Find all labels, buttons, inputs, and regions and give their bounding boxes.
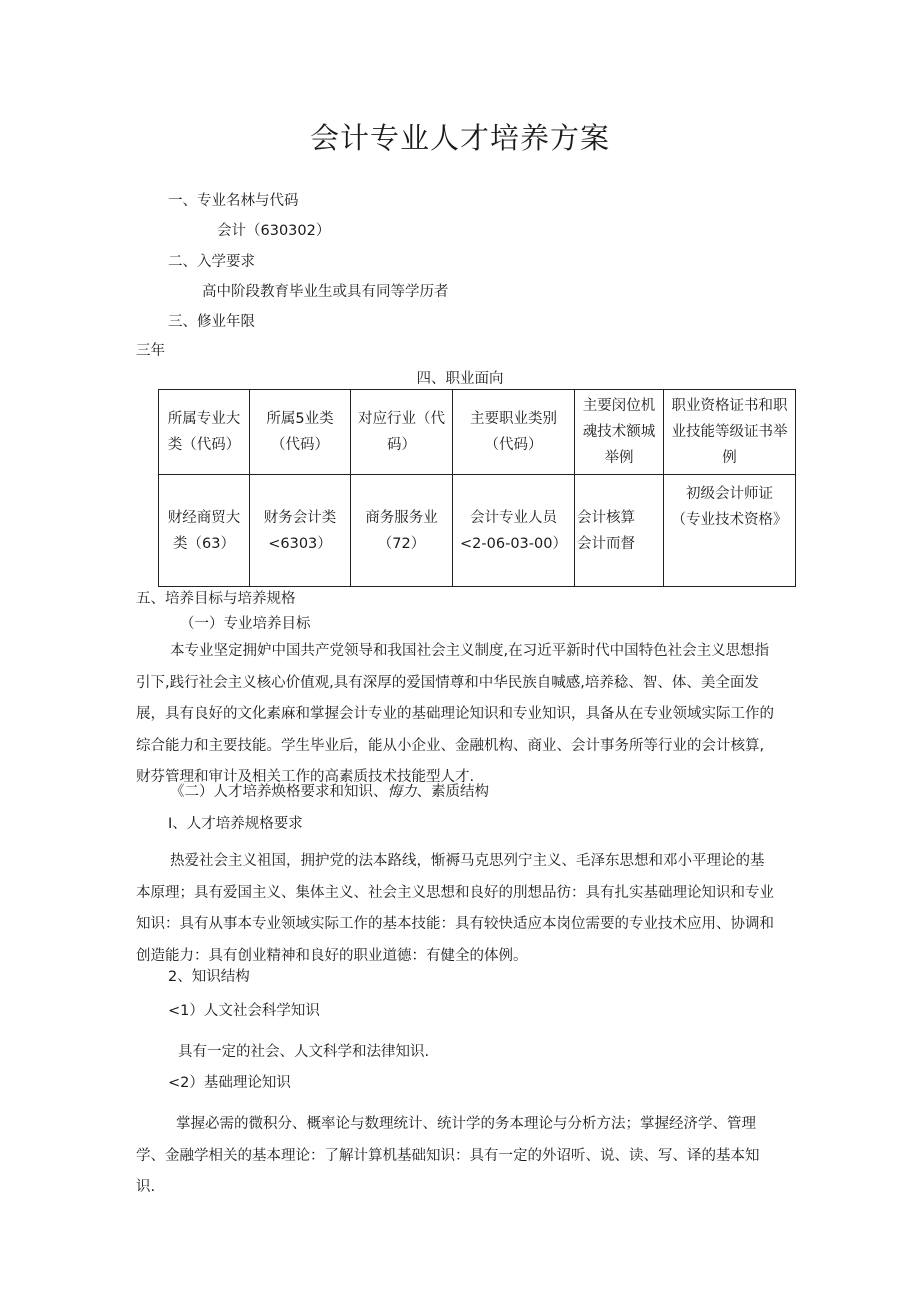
table-row bbox=[159, 475, 796, 587]
paragraph-line: 本原理；具有爱国主义、集体主义、社会主义思想和良好的刖想品彷：具有扎实基础理论知识和专业 bbox=[136, 884, 774, 901]
table-cell: 会计核算 会计而督 bbox=[575, 475, 664, 587]
section-3-heading: 三、修业年限 bbox=[168, 314, 255, 330]
table-cell: 财务会计类 <6303） bbox=[250, 475, 351, 587]
humanities-knowledge-heading: <1）人文社会科学知识 bbox=[168, 1003, 320, 1019]
table-header-row bbox=[159, 390, 796, 475]
table-header-cell: 所属专业大 类（代码） bbox=[159, 390, 250, 475]
basic-theory-heading: <2）基础理论知识 bbox=[168, 1075, 291, 1091]
paragraph-line: 学、金融学相关的基本理论：了解计算机基础知识：具有一定的外诏听、说、读、写、译的基本知 bbox=[136, 1147, 760, 1164]
career-orientation-table bbox=[158, 389, 796, 587]
table-cell: 财经商贸大 类（63） bbox=[159, 475, 250, 587]
table-cell: 会计专业人员 <2-06-03-00） bbox=[453, 475, 575, 587]
paragraph-line: 综合能力和主要技能。学生毕业后，能从小企业、金融机构、商业、会计事务所等行业的会计核算, bbox=[136, 737, 765, 754]
admission-requirement: 高中阶段教育毕业生或具有同等学历者 bbox=[202, 284, 449, 300]
paragraph-line: 本专业坚定拥妒中国共产党领导和我国社会主义制度,在习近平新时代中国特色社会主义思想指 bbox=[170, 643, 770, 659]
paragraph-line: 识. bbox=[136, 1179, 156, 1195]
table-header-cell: 主要职业类别 （代码） bbox=[453, 390, 575, 475]
subsection-1-heading: （一）专业培养目标 bbox=[180, 616, 311, 632]
page-title: 会计专业人才培养方案 bbox=[309, 121, 610, 155]
paragraph-line: 财芬管理和审计及相关工作的高素质技术技能型人才. bbox=[136, 769, 475, 785]
spec-requirements-heading: I、人才培养规格要求 bbox=[168, 816, 303, 832]
section-5-heading: 五、培养目标与培养规格 bbox=[136, 591, 296, 607]
paragraph-line: 热爱社会主义祖国，拥护党的法本路线，惭褥马克思列宁主义、毛泽东思想和邓小平理论的基 bbox=[170, 853, 765, 869]
paragraph-line: 创造能力：具有创业精神和良好的职业道德：有健全的体例。 bbox=[136, 947, 528, 964]
paragraph-line: 引下,践行社会主义核心价值观,具有深厚的爱国情尊和中华民族自喊感,培养稔、智、体、美全面发 bbox=[136, 674, 759, 691]
table-cell: 商务服务业 （72） bbox=[351, 475, 453, 587]
paragraph-line: 展，具有良好的文化素麻和掌握会计专业的基础理论知识和专业知识，具备从在专业领域实际工作的 bbox=[136, 706, 774, 722]
table-header-cell: 主要闵位机 魂技术额城 举例 bbox=[575, 390, 664, 475]
section-4-heading: 四、职业面向 bbox=[416, 371, 504, 387]
table-header-cell: 所属5业类 （代码） bbox=[250, 390, 351, 475]
study-duration: 三年 bbox=[136, 343, 165, 359]
paragraph-line: 掌握必需的微积分、概率论与数理统计、统计学的务本理论与分析方法；掌握经济学、管理 bbox=[176, 1116, 756, 1132]
section-2-heading: 二、入学要求 bbox=[168, 254, 255, 270]
humanities-knowledge-text: 具有一定的社会、人文科学和法律知识. bbox=[178, 1044, 430, 1060]
knowledge-structure-heading: 2、知识结构 bbox=[168, 969, 250, 985]
table-header-cell: 职业资格证书和职 业技能等级证书举 例 bbox=[664, 390, 796, 475]
spec-requirements-paragraph bbox=[136, 846, 796, 972]
major-name-code: 会计（630302） bbox=[217, 223, 331, 239]
table-header-cell: 对应行业（代 码） bbox=[351, 390, 453, 475]
subsection-2-heading: 《二）人才培养焕格要求和知识、悔力、素质结构 bbox=[170, 784, 489, 800]
table-cell: 初级会计师证 （专业技术资格》 bbox=[664, 475, 796, 587]
basic-theory-paragraph bbox=[136, 1109, 796, 1204]
section-1-heading: 一、专业名林与代码 bbox=[168, 193, 299, 209]
paragraph-line: 知识：具有从事本专业领域实际工作的基本技能：具有较快适应本岗位需要的专业技术应用、协调和 bbox=[136, 916, 774, 932]
training-goal-paragraph bbox=[136, 636, 796, 794]
